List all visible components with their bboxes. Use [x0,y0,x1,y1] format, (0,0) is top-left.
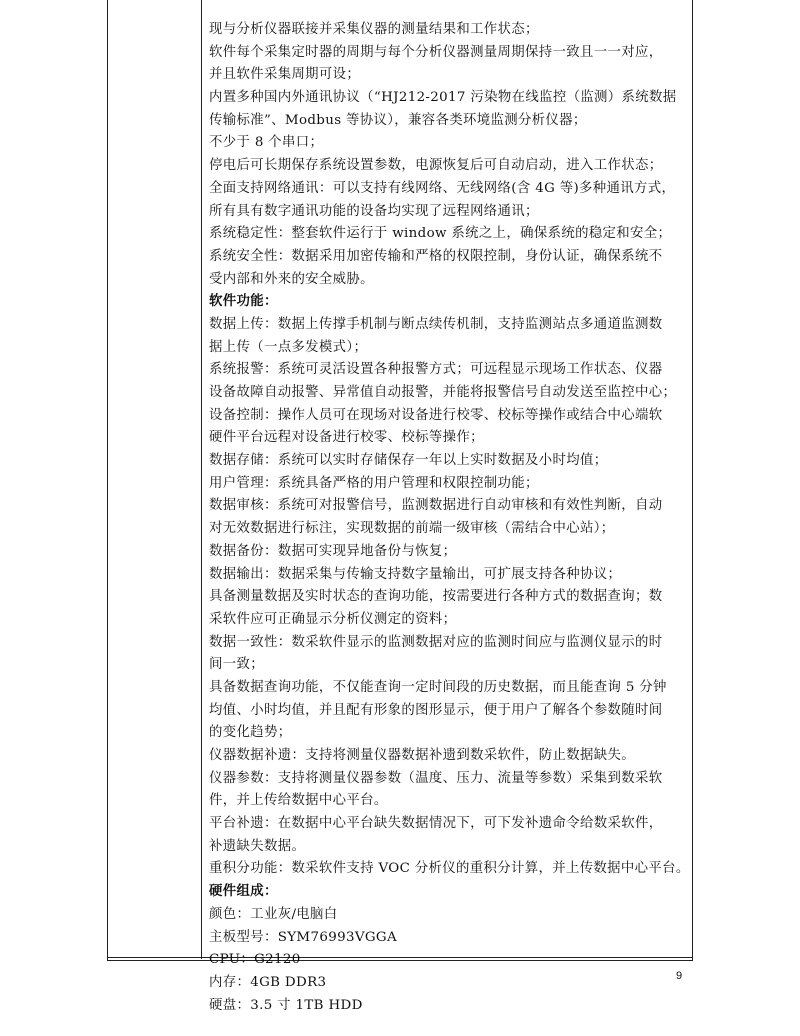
text-line: 设备控制：操作人员可在现场对设备进行校零、校标等操作或结合中心端软 [209,407,663,423]
text-line: 停电后可长期保存系统设置参数，电源恢复后可自动启动，进入工作状态； [209,158,663,174]
text-line: 补遗缺失数据。 [209,838,306,854]
text-line: 平台补遗：在数据中心平台缺失数据情况下，可下发补遗命令给数采软件， [209,816,663,832]
text-line: 设备故障自动报警、异常值自动报警，并能将报警信号自动发送至监控中心； [209,385,677,400]
text-line: 数据审核：系统可对报警信号，监测数据进行自动审核和有效性判断，自动 [209,498,663,514]
text-line: 软件每个采集定时器的周期与每个分析仪器测量周期保持一致且一一对应， [209,44,663,60]
text-line: 系统安全性：数据采用加密传输和严格的权限控制，身份认证，确保系统不 [209,248,663,264]
text-line: 内置多种国内外通讯协议（“HJ212-2017 污染物在线监控（监测）系统数据 [209,90,677,106]
text-line: 仪器数据补遗：支持将测量仪器数据补遗到数采软件，防止数据缺失。 [209,748,635,763]
text-line: 据上传（一点多发模式）； [209,339,368,355]
text-line: 仪器参数：支持将测量仪器参数（温度、压力、流量等参数）采集到数采软 [209,770,663,786]
text-line: 采软件应可正确显示分析仪测定的资料； [209,611,457,627]
text-line: 具备测量数据及实时状态的查询功能，按需要进行各种方式的数据查询；数 [209,589,663,605]
text-line: 具备数据查询功能，不仅能查询一定时间段的历史数据，而且能查询 5 分钟 [209,679,667,695]
page-number: 9 [676,970,683,982]
text-line: 系统稳定性：整套软件运行于 window 系统之上，确保系统的稳定和安全； [209,226,672,242]
text-line: 硬盘：3.5 寸 1TB HDD [209,997,363,1013]
text-line: 重积分功能：数采软件支持 VOC 分析仪的重积分计算，并上传数据中心平台。 [209,861,690,877]
text-line: CPU：G2120 [209,952,301,968]
text-line: 间一致； [209,657,264,673]
section-heading: 硬件组成： [209,884,278,900]
text-line: 系统报警：系统可灵活设置各种报警方式；可远程显示现场工作状态、仪器 [209,362,663,378]
spec-cell-content [209,19,690,1017]
text-line: 均值、小时均值，并且配有形象的图形显示，便于用户了解各个参数随时间 [209,702,663,718]
text-line: 数据上传：数据上传撑手机制与断点续传机制，支持监测站点多通道监测数 [209,316,663,332]
text-line: 现与分析仪器联接并采集仪器的测量结果和工作状态； [209,22,539,37]
text-line: 数据备份：数据可实现异地备份与恢复； [209,543,457,559]
text-line: 并且软件采集周期可设； [209,67,361,83]
text-line: 受内部和外来的安全威胁。 [209,271,374,287]
text-line: 内存：4GB DDR3 [209,974,327,990]
text-line: 所有具有数字通讯功能的设备均实现了远程网络通讯； [209,203,539,219]
text-line: 全面支持网络通讯：可以支持有线网络、无线网络(含 4G 等)多种通讯方式， [209,180,676,196]
text-line: 硬件平台远程对设备进行校零、校标等操作； [209,430,484,446]
text-line: 传输标准”、Modbus 等协议），兼容各类环境监测分析仪器； [209,112,587,128]
text-line: 用户管理：系统具备严格的用户管理和权限控制功能； [209,475,539,491]
text-line: 数据输出：数据采集与传输支持数字量输出，可扩展支持各种协议； [209,566,622,582]
text-line: 颜色：工业灰/电脑白 [209,906,338,922]
text-line: 件，并上传给数据中心平台。 [209,793,388,809]
text-line: 对无效数据进行标注，实现数据的前端一级审核（需结合中心站）； [209,521,615,537]
text-line: 数据存储：系统可以实时存储保存一年以上实时数据及小时均值； [209,453,608,469]
text-line: 的变化趋势； [209,725,292,741]
text-line: 不少于 8 个串口； [209,135,324,151]
text-line: 数据一致性：数采软件显示的监测数据对应的监测时间应与监测仪显示的时 [209,634,663,650]
text-line: 主板型号：SYM76993VGGA [209,929,397,945]
section-heading: 软件功能： [209,294,278,310]
table-column-divider [201,0,202,959]
